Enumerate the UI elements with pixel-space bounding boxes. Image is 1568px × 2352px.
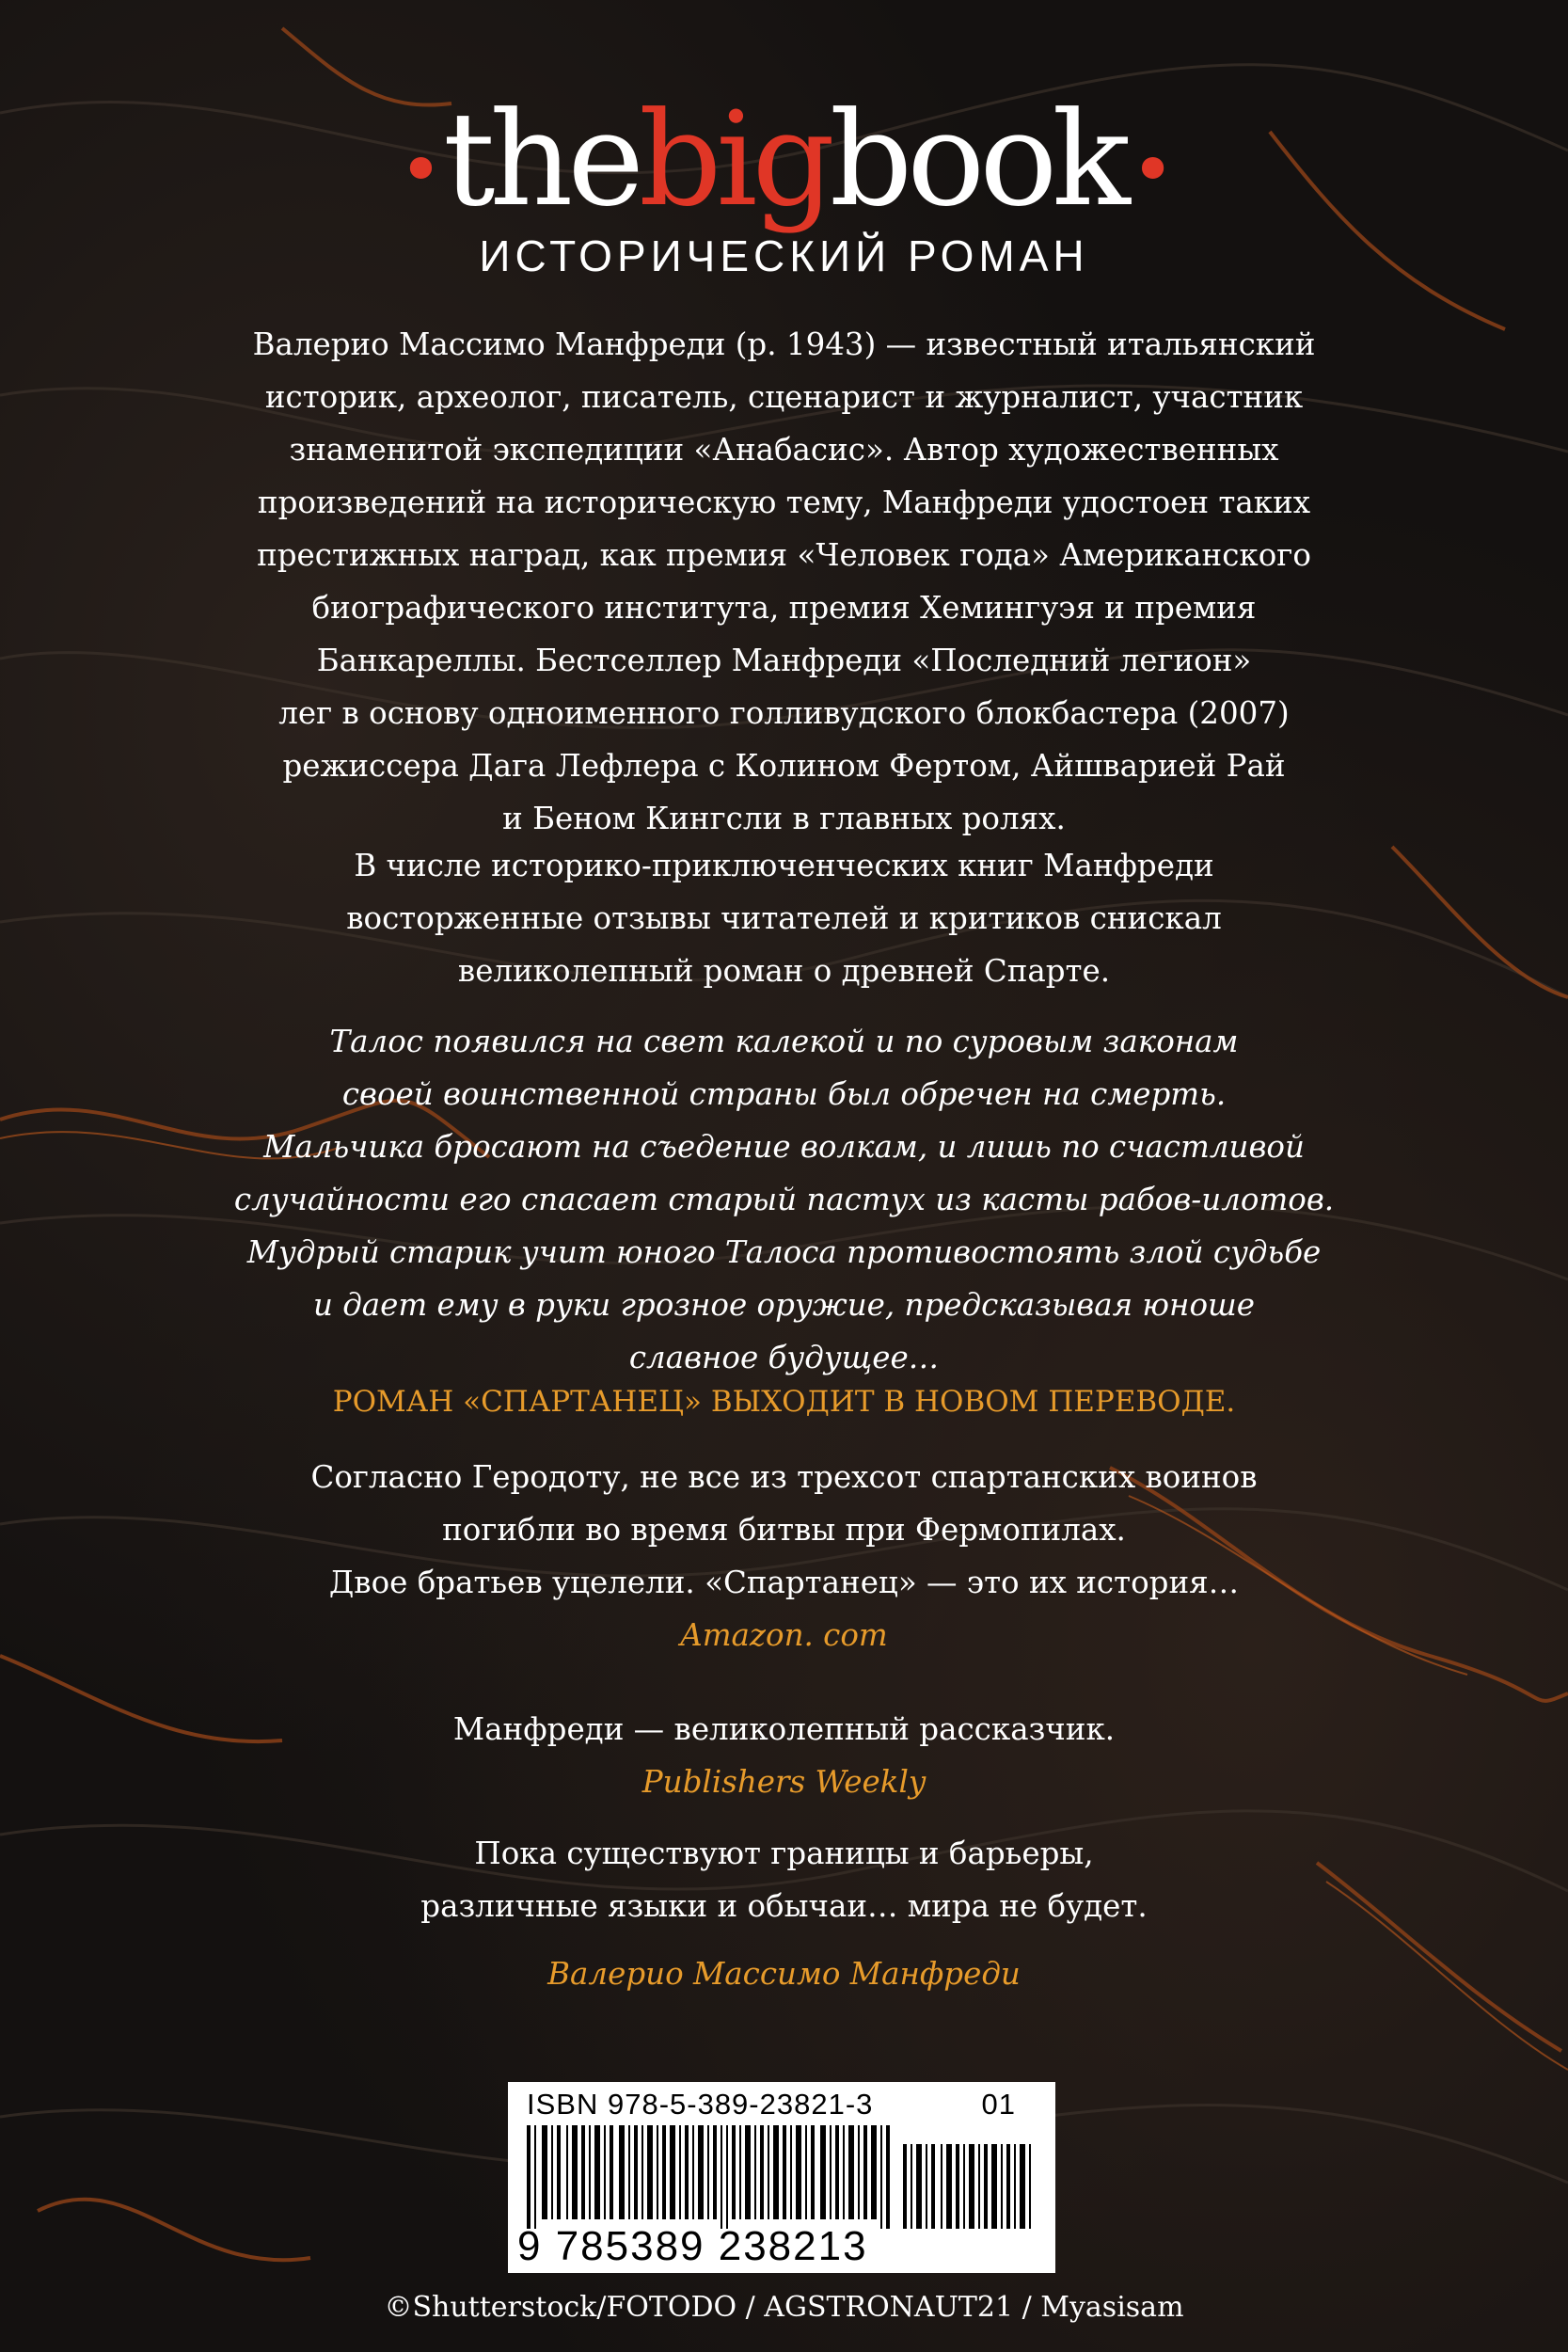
barcode-bars (527, 2125, 1037, 2229)
bio-line: произведений на историческую тему, Манфреди удостоен таких (257, 485, 1311, 520)
synopsis-line: Мудрый старик учит юного Талоса противостоять злой судьбе (246, 1234, 1322, 1270)
intro-line: В числе историко-приключенческих книг Манфреди (354, 848, 1214, 883)
bio-line: режиссера Дага Лефлера с Колином Фертом, Айшварией Рай (282, 748, 1286, 784)
intro-line: восторженные отзывы читателей и критиков снискал (346, 900, 1222, 936)
quote-source: Валерио Массимо Манфреди (547, 1956, 1021, 1992)
barcode-digits: 9 785389 238213 (517, 2223, 868, 2269)
synopsis-line: Мальчика бросают на съедение волкам, и лишь по счастливой (263, 1129, 1305, 1165)
logo-dot-right: • (1130, 126, 1170, 214)
quote-line: Согласно Геродоту, не все из трехсот спартанских воинов (310, 1459, 1258, 1495)
book-intro (132, 839, 1436, 997)
bio-line: лег в основу одноименного голливудского блокбастера (2007) (278, 695, 1290, 731)
quote-line: различные языки и обычаи… мира не будет. (420, 1888, 1148, 1924)
quote-line: Двое братьев уцелели. «Спартанец» — это их история… (328, 1565, 1240, 1600)
isbn-label: ISBN 978-5-389-23821-3 (527, 2088, 874, 2121)
logo-the: the (443, 84, 640, 235)
series-logo (0, 84, 1568, 241)
new-translation-announcement: РОМАН «СПАРТАНЕЦ» ВЫХОДИТ В НОВОМ ПЕРЕВОДЕ. (332, 1385, 1236, 1419)
isbn-addon: 01 (981, 2088, 1016, 2121)
series-subtitle: ИСТОРИЧЕСКИЙ РОМАН (479, 231, 1089, 280)
bio-line: престижных наград, как премия «Человек года» Американского (257, 537, 1311, 573)
quote-source: Publishers Weekly (641, 1764, 927, 1800)
bio-line: и Беном Кингсли в главных ролях. (502, 801, 1066, 836)
logo-big: big (639, 84, 830, 235)
isbn-barcode (508, 2082, 1055, 2273)
synopsis-line: и дает ему в руки грозное оружие, предсказывая юноше (312, 1287, 1256, 1323)
logo-book: book (829, 84, 1125, 235)
author-quote (132, 1827, 1436, 2000)
bio-line: Валерио Массимо Манфреди (р. 1943) — известный итальянский (252, 326, 1316, 362)
quote-line: погибли во время битвы при Фермопилах. (442, 1512, 1126, 1548)
isbn-label-row (527, 2088, 1053, 2122)
synopsis-line: своей воинственной страны был обречен на смерть. (341, 1076, 1227, 1112)
bio-line: биографического института, премия Хемингуэя и премия (311, 590, 1257, 626)
quote-line: Пока существуют границы и барьеры, (474, 1836, 1094, 1871)
quote-line: Манфреди — великолепный рассказчик. (452, 1711, 1116, 1747)
bio-line: историк, археолог, писатель, сценарист и журналист, участник (264, 379, 1304, 415)
book-synopsis (132, 1015, 1436, 1384)
synopsis-line: Талос появился на свет калекой и по суровым законам (329, 1024, 1239, 1059)
author-bio (132, 318, 1436, 845)
intro-line: великолепный роман о древней Спарте. (457, 953, 1111, 989)
review-quote-amazon (132, 1451, 1436, 1661)
review-quote-publishers-weekly (132, 1703, 1436, 1808)
bio-line: Банкареллы. Бестселлер Манфреди «Последний легион» (316, 643, 1252, 678)
bio-line: знаменитой экспедиции «Анабасис». Автор художественных (289, 432, 1279, 468)
quote-source: Amazon. com (680, 1617, 888, 1653)
photo-credits: ©Shutterstock/FOTODO / AGSTRONAUT21 / Myasisam (384, 2291, 1184, 2324)
logo-dot-left: • (398, 126, 437, 214)
synopsis-line: славное будущее… (628, 1340, 940, 1375)
synopsis-line: случайности его спасает старый пастух из касты рабов-илотов. (233, 1182, 1335, 1217)
